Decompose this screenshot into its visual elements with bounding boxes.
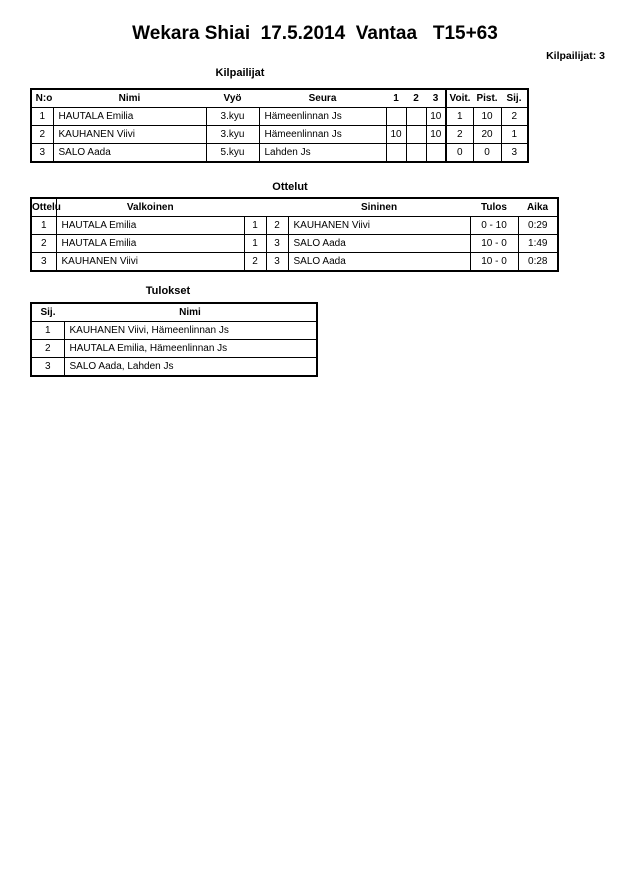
kilpailijat-header-row xyxy=(31,89,528,108)
cell-white-no: 1 xyxy=(244,235,266,253)
tulokset-header-row xyxy=(31,303,317,322)
page-title: Wekara Shiai 17.5.2014 Vantaa T15+63 xyxy=(132,23,498,44)
cell-match-no: 2 xyxy=(31,235,56,253)
cell-voit: 1 xyxy=(446,108,473,126)
result-row xyxy=(31,340,317,358)
match-row xyxy=(31,235,558,253)
cell-blue-no: 3 xyxy=(266,235,288,253)
cell-placement: 1 xyxy=(31,322,64,340)
cell-match-no: 3 xyxy=(31,253,56,272)
ottelut-heading: Ottelut xyxy=(272,181,308,193)
competitor-row xyxy=(31,126,528,144)
competitor-count-label: Kilpailijat: 3 xyxy=(546,50,605,62)
cell-score-vs-1 xyxy=(386,108,406,126)
cell-pist: 20 xyxy=(473,126,501,144)
cell-score-vs-2 xyxy=(406,126,426,144)
competitor-row xyxy=(31,108,528,126)
cell-score-vs-3: 10 xyxy=(426,108,446,126)
column-header-nimi: Nimi xyxy=(53,89,206,108)
cell-sininen: SALO Aada xyxy=(288,253,470,272)
result-row xyxy=(31,322,317,340)
cell-no: 3 xyxy=(31,144,53,163)
column-header-round-3: 3 xyxy=(426,89,446,108)
ottelut-header-row xyxy=(31,198,558,217)
cell-vyo: 5.kyu xyxy=(206,144,259,163)
column-header-tulos: Tulos xyxy=(470,198,518,217)
cell-sij: 2 xyxy=(501,108,528,126)
cell-no: 2 xyxy=(31,126,53,144)
cell-nimi: HAUTALA Emilia xyxy=(53,108,206,126)
cell-tulos: 10 - 0 xyxy=(470,253,518,272)
cell-score-vs-1: 10 xyxy=(386,126,406,144)
cell-valkoinen: HAUTALA Emilia xyxy=(56,235,244,253)
cell-score-vs-3: 10 xyxy=(426,126,446,144)
column-header-nimi: Nimi xyxy=(64,303,317,322)
cell-aika: 1:49 xyxy=(518,235,558,253)
tulokset-heading: Tulokset xyxy=(145,285,191,297)
cell-sininen: SALO Aada xyxy=(288,235,470,253)
competitor-row xyxy=(31,144,528,163)
column-header-voit: Voit. xyxy=(446,89,473,108)
cell-score-vs-3 xyxy=(426,144,446,163)
cell-vyo: 3.kyu xyxy=(206,108,259,126)
cell-pist: 0 xyxy=(473,144,501,163)
ottelut-table xyxy=(30,197,559,272)
cell-placement: 2 xyxy=(31,340,64,358)
cell-voit: 0 xyxy=(446,144,473,163)
cell-valkoinen: HAUTALA Emilia xyxy=(56,217,244,235)
cell-sij: 1 xyxy=(501,126,528,144)
column-header-pist: Pist. xyxy=(473,89,501,108)
column-header-sij: Sij. xyxy=(31,303,64,322)
column-header-seura: Seura xyxy=(259,89,386,108)
column-header-white-no xyxy=(244,198,266,217)
cell-nimi: KAUHANEN Viivi xyxy=(53,126,206,144)
cell-blue-no: 2 xyxy=(266,217,288,235)
cell-white-no: 2 xyxy=(244,253,266,272)
cell-match-no: 1 xyxy=(31,217,56,235)
cell-valkoinen: KAUHANEN Viivi xyxy=(56,253,244,272)
column-header-round-2: 2 xyxy=(406,89,426,108)
cell-blue-no: 3 xyxy=(266,253,288,272)
column-header-aika: Aika xyxy=(518,198,558,217)
cell-nimi: SALO Aada xyxy=(53,144,206,163)
cell-no: 1 xyxy=(31,108,53,126)
cell-sininen: KAUHANEN Viivi xyxy=(288,217,470,235)
column-header-ottelu: Ottelu xyxy=(31,198,56,217)
cell-aika: 0:28 xyxy=(518,253,558,272)
cell-seura: Hämeenlinnan Js xyxy=(259,108,386,126)
cell-score-vs-2 xyxy=(406,144,426,163)
column-header-round-1: 1 xyxy=(386,89,406,108)
cell-vyo: 3.kyu xyxy=(206,126,259,144)
column-header-vyo: Vyö xyxy=(206,89,259,108)
cell-score-vs-2 xyxy=(406,108,426,126)
cell-tulos: 10 - 0 xyxy=(470,235,518,253)
kilpailijat-table xyxy=(30,88,529,163)
cell-aika: 0:29 xyxy=(518,217,558,235)
cell-pist: 10 xyxy=(473,108,501,126)
match-row xyxy=(31,217,558,235)
cell-name-club: HAUTALA Emilia, Hämeenlinnan Js xyxy=(64,340,317,358)
column-header-no: N:o xyxy=(31,89,53,108)
kilpailijat-heading: Kilpailijat xyxy=(215,67,265,79)
tulokset-table xyxy=(30,302,318,377)
cell-name-club: SALO Aada, Lahden Js xyxy=(64,358,317,377)
cell-sij: 3 xyxy=(501,144,528,163)
match-row xyxy=(31,253,558,272)
cell-voit: 2 xyxy=(446,126,473,144)
column-header-valkoinen: Valkoinen xyxy=(56,198,244,217)
column-header-blue-no xyxy=(266,198,288,217)
column-header-sininen: Sininen xyxy=(288,198,470,217)
cell-white-no: 1 xyxy=(244,217,266,235)
cell-score-vs-1 xyxy=(386,144,406,163)
column-header-sij: Sij. xyxy=(501,89,528,108)
result-row xyxy=(31,358,317,377)
cell-seura: Hämeenlinnan Js xyxy=(259,126,386,144)
cell-seura: Lahden Js xyxy=(259,144,386,163)
cell-placement: 3 xyxy=(31,358,64,377)
cell-tulos: 0 - 10 xyxy=(470,217,518,235)
cell-name-club: KAUHANEN Viivi, Hämeenlinnan Js xyxy=(64,322,317,340)
